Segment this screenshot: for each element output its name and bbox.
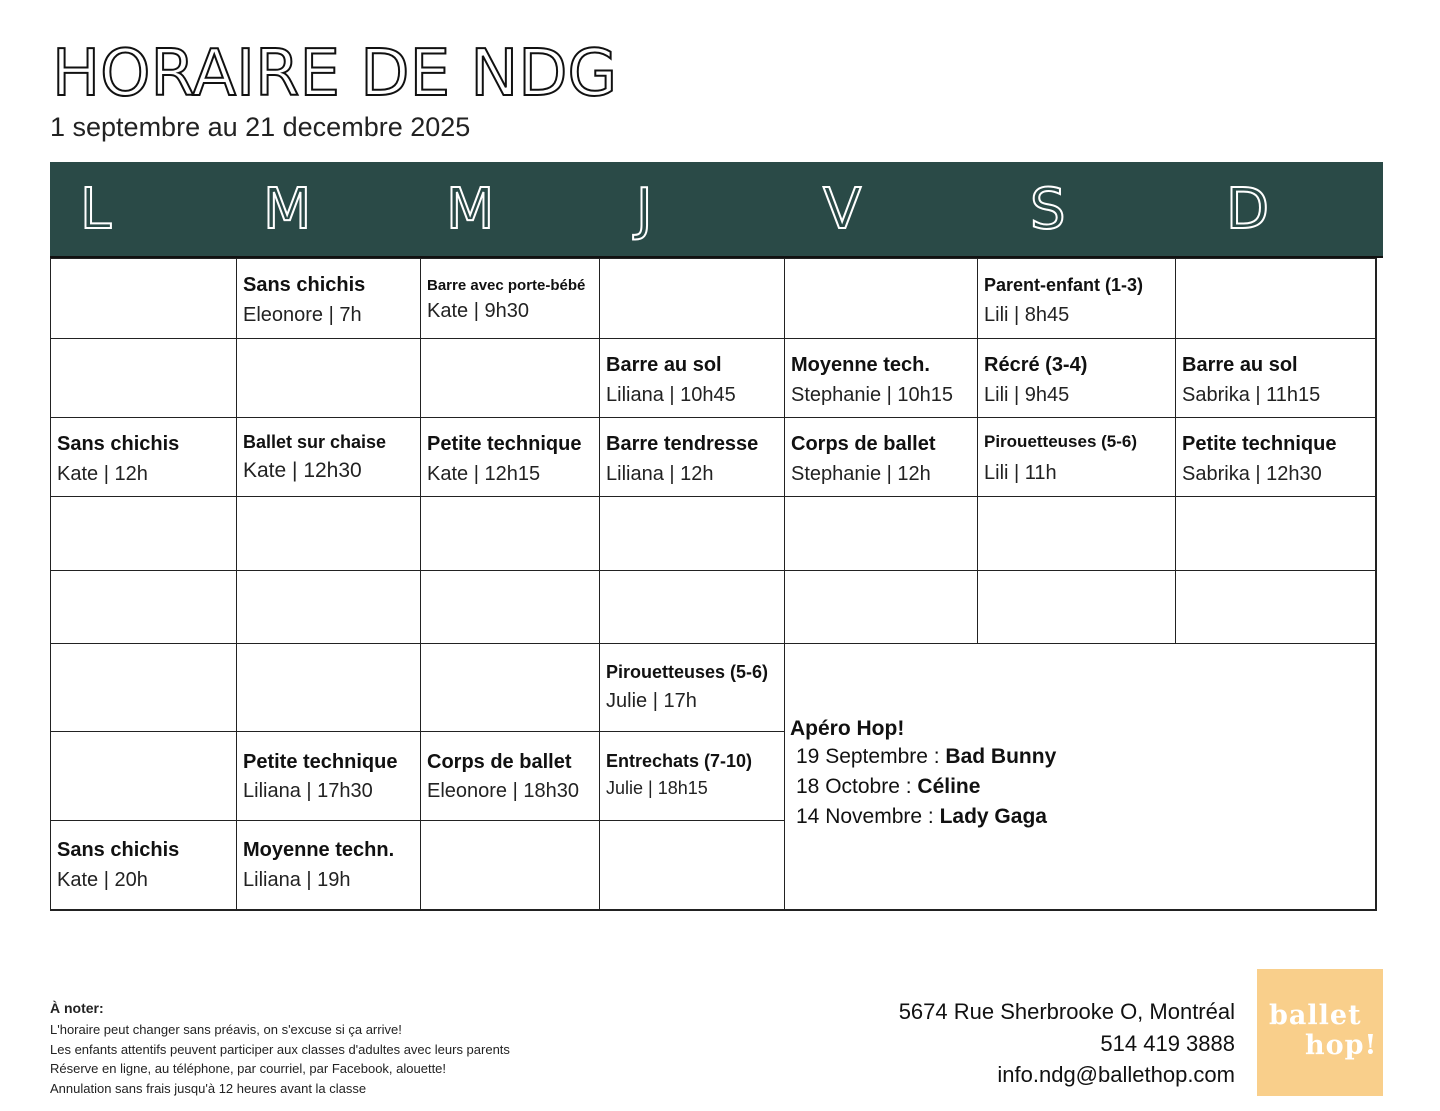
schedule-cell — [784, 570, 977, 643]
class-cell — [977, 258, 1175, 338]
class-cell — [1175, 417, 1377, 496]
logo-text-ballet: ballet — [1269, 1000, 1362, 1031]
apero-event-date: 19 Septembre : — [796, 745, 946, 768]
schedule-cell — [50, 643, 236, 731]
schedule-cell — [599, 258, 784, 338]
day-label-tuesday: M — [263, 177, 312, 242]
schedule-cell — [420, 496, 599, 570]
notes-line: Les enfants attentifs peuvent participer aux classes d'adultes avec leurs parents — [50, 1041, 510, 1057]
day-label-friday: V — [823, 177, 862, 242]
schedule-cell — [1175, 496, 1377, 570]
schedule-cell — [420, 338, 599, 417]
notes-line: Annulation sans frais jusqu'à 12 heures avant la classe — [50, 1080, 367, 1096]
apero-event — [790, 742, 1370, 772]
apero-event-artist: Lady Gaga — [939, 805, 1047, 828]
class-cell — [977, 417, 1175, 496]
class-info: Liliana | 12h — [606, 463, 714, 485]
class-cell — [420, 417, 599, 496]
class-name: Petite technique — [1182, 433, 1337, 455]
class-info: Liliana | 17h30 — [243, 780, 373, 802]
day-label-thursday: J — [636, 177, 653, 242]
class-cell — [599, 643, 784, 731]
schedule-cell — [420, 820, 599, 911]
schedule-cell — [50, 570, 236, 643]
class-name: Corps de ballet — [427, 751, 572, 773]
class-cell — [236, 258, 420, 338]
schedule-cell — [420, 643, 599, 731]
class-cell — [50, 820, 236, 911]
class-name: Moyenne techn. — [243, 839, 395, 861]
weekday-header — [50, 162, 1383, 258]
class-name: Récré (3-4) — [984, 354, 1088, 376]
class-name: Petite technique — [427, 433, 582, 455]
day-label-sunday: D — [1226, 177, 1270, 242]
class-cell — [599, 417, 784, 496]
schedule-cell — [599, 820, 784, 911]
class-name: Sans chichis — [57, 839, 180, 861]
class-info: Eleonore | 7h — [243, 304, 362, 326]
schedule-cell — [784, 258, 977, 338]
apero-event-artist: Bad Bunny — [945, 745, 1057, 768]
schedule-cell — [977, 570, 1175, 643]
class-cell — [420, 731, 599, 820]
class-cell — [784, 338, 977, 417]
notes-line: L'horaire peut changer sans préavis, on s'excuse si ça arrive! — [50, 1022, 402, 1037]
notes-heading: À noter: — [50, 1000, 104, 1016]
class-name: Ballet sur chaise — [243, 432, 387, 452]
schedule-cell — [50, 731, 236, 820]
class-cell — [236, 417, 420, 496]
apero-event-date: 14 Novembre : — [796, 805, 940, 828]
day-label-saturday: S — [1030, 177, 1066, 242]
class-name: Moyenne tech. — [791, 354, 930, 376]
class-cell — [236, 820, 420, 911]
class-cell — [599, 731, 784, 820]
class-info: Liliana | 19h — [243, 869, 351, 891]
class-info: Lili | 8h45 — [984, 304, 1070, 326]
address: 5674 Rue Sherbrooke O, Montréal — [898, 999, 1235, 1024]
class-cell — [977, 338, 1175, 417]
schedule-cell — [236, 643, 420, 731]
class-info: Eleonore | 18h30 — [427, 780, 579, 802]
class-info: Stephanie | 12h — [791, 463, 931, 485]
class-name: Corps de ballet — [791, 433, 936, 455]
class-info: Lili | 11h — [984, 462, 1057, 484]
class-cell — [784, 417, 977, 496]
class-name: Petite technique — [243, 751, 398, 773]
schedule-cell — [599, 496, 784, 570]
ballet-hop-logo — [1257, 969, 1383, 1096]
schedule-cell — [50, 258, 236, 338]
schedule-cell — [50, 496, 236, 570]
class-cell — [50, 417, 236, 496]
class-name: Sans chichis — [243, 274, 366, 296]
schedule-cell — [420, 570, 599, 643]
class-name: Sans chichis — [57, 433, 180, 455]
class-info: Liliana | 10h45 — [606, 384, 736, 406]
class-info: Julie | 17h — [606, 690, 697, 712]
day-label-wednesday: M — [446, 177, 495, 242]
schedule-cell — [1175, 258, 1377, 338]
class-info: Kate | 20h — [57, 869, 148, 891]
schedule-cell — [784, 496, 977, 570]
notes-line: Réserve en ligne, au téléphone, par courriel, par Facebook, alouette! — [50, 1061, 447, 1076]
class-info: Sabrika | 11h15 — [1182, 384, 1321, 406]
schedule-cell — [236, 496, 420, 570]
class-info: Kate | 12h — [57, 463, 148, 485]
schedule-cell — [599, 570, 784, 643]
class-info: Kate | 12h30 — [243, 459, 362, 482]
class-name: Pirouetteuses (5-6) — [984, 432, 1138, 451]
class-info: Lili | 9h45 — [984, 384, 1070, 406]
date-range: 1 septembre au 21 decembre 2025 — [50, 112, 471, 142]
class-info: Sabrika | 12h30 — [1182, 463, 1322, 485]
class-info: Julie | 18h15 — [606, 778, 708, 798]
class-info: Kate | 12h15 — [427, 463, 541, 485]
schedule-cell — [236, 338, 420, 417]
page-title: HORAIRE DE NDG — [52, 37, 618, 111]
apero-event — [790, 802, 1370, 832]
schedule-cell — [236, 570, 420, 643]
class-name: Entrechats (7-10) — [606, 751, 753, 771]
class-name: Barre au sol — [606, 354, 722, 376]
logo-text-hop: hop! — [1305, 1030, 1378, 1061]
apero-event-date: 18 Octobre : — [796, 775, 918, 798]
apero-event-artist: Céline — [917, 775, 981, 798]
apero-title: Apéro Hop! — [790, 717, 905, 740]
contact-info — [899, 996, 1235, 1091]
email-link[interactable]: info.ndg@ballethop.com — [997, 1062, 1235, 1087]
class-info: Stephanie | 10h15 — [791, 384, 954, 406]
apero-event — [790, 772, 1370, 802]
day-label-monday: L — [80, 177, 112, 242]
notes-section — [50, 998, 750, 1098]
apero-hop-events — [790, 716, 1370, 832]
class-name: Barre tendresse — [606, 433, 759, 455]
schedule-cell — [1175, 570, 1377, 643]
class-cell — [1175, 338, 1377, 417]
class-info: Kate | 9h30 — [427, 300, 529, 322]
class-name: Barre au sol — [1182, 354, 1298, 376]
class-name: Barre avec porte-bébé — [427, 277, 586, 294]
schedule-cell — [50, 338, 236, 417]
class-cell — [599, 338, 784, 417]
class-cell — [420, 258, 599, 338]
class-name: Parent-enfant (1-3) — [984, 275, 1144, 295]
class-name: Pirouetteuses (5-6) — [606, 662, 769, 682]
class-cell — [236, 731, 420, 820]
schedule-cell — [977, 496, 1175, 570]
phone-number[interactable]: 514 419 3888 — [1100, 1030, 1235, 1056]
